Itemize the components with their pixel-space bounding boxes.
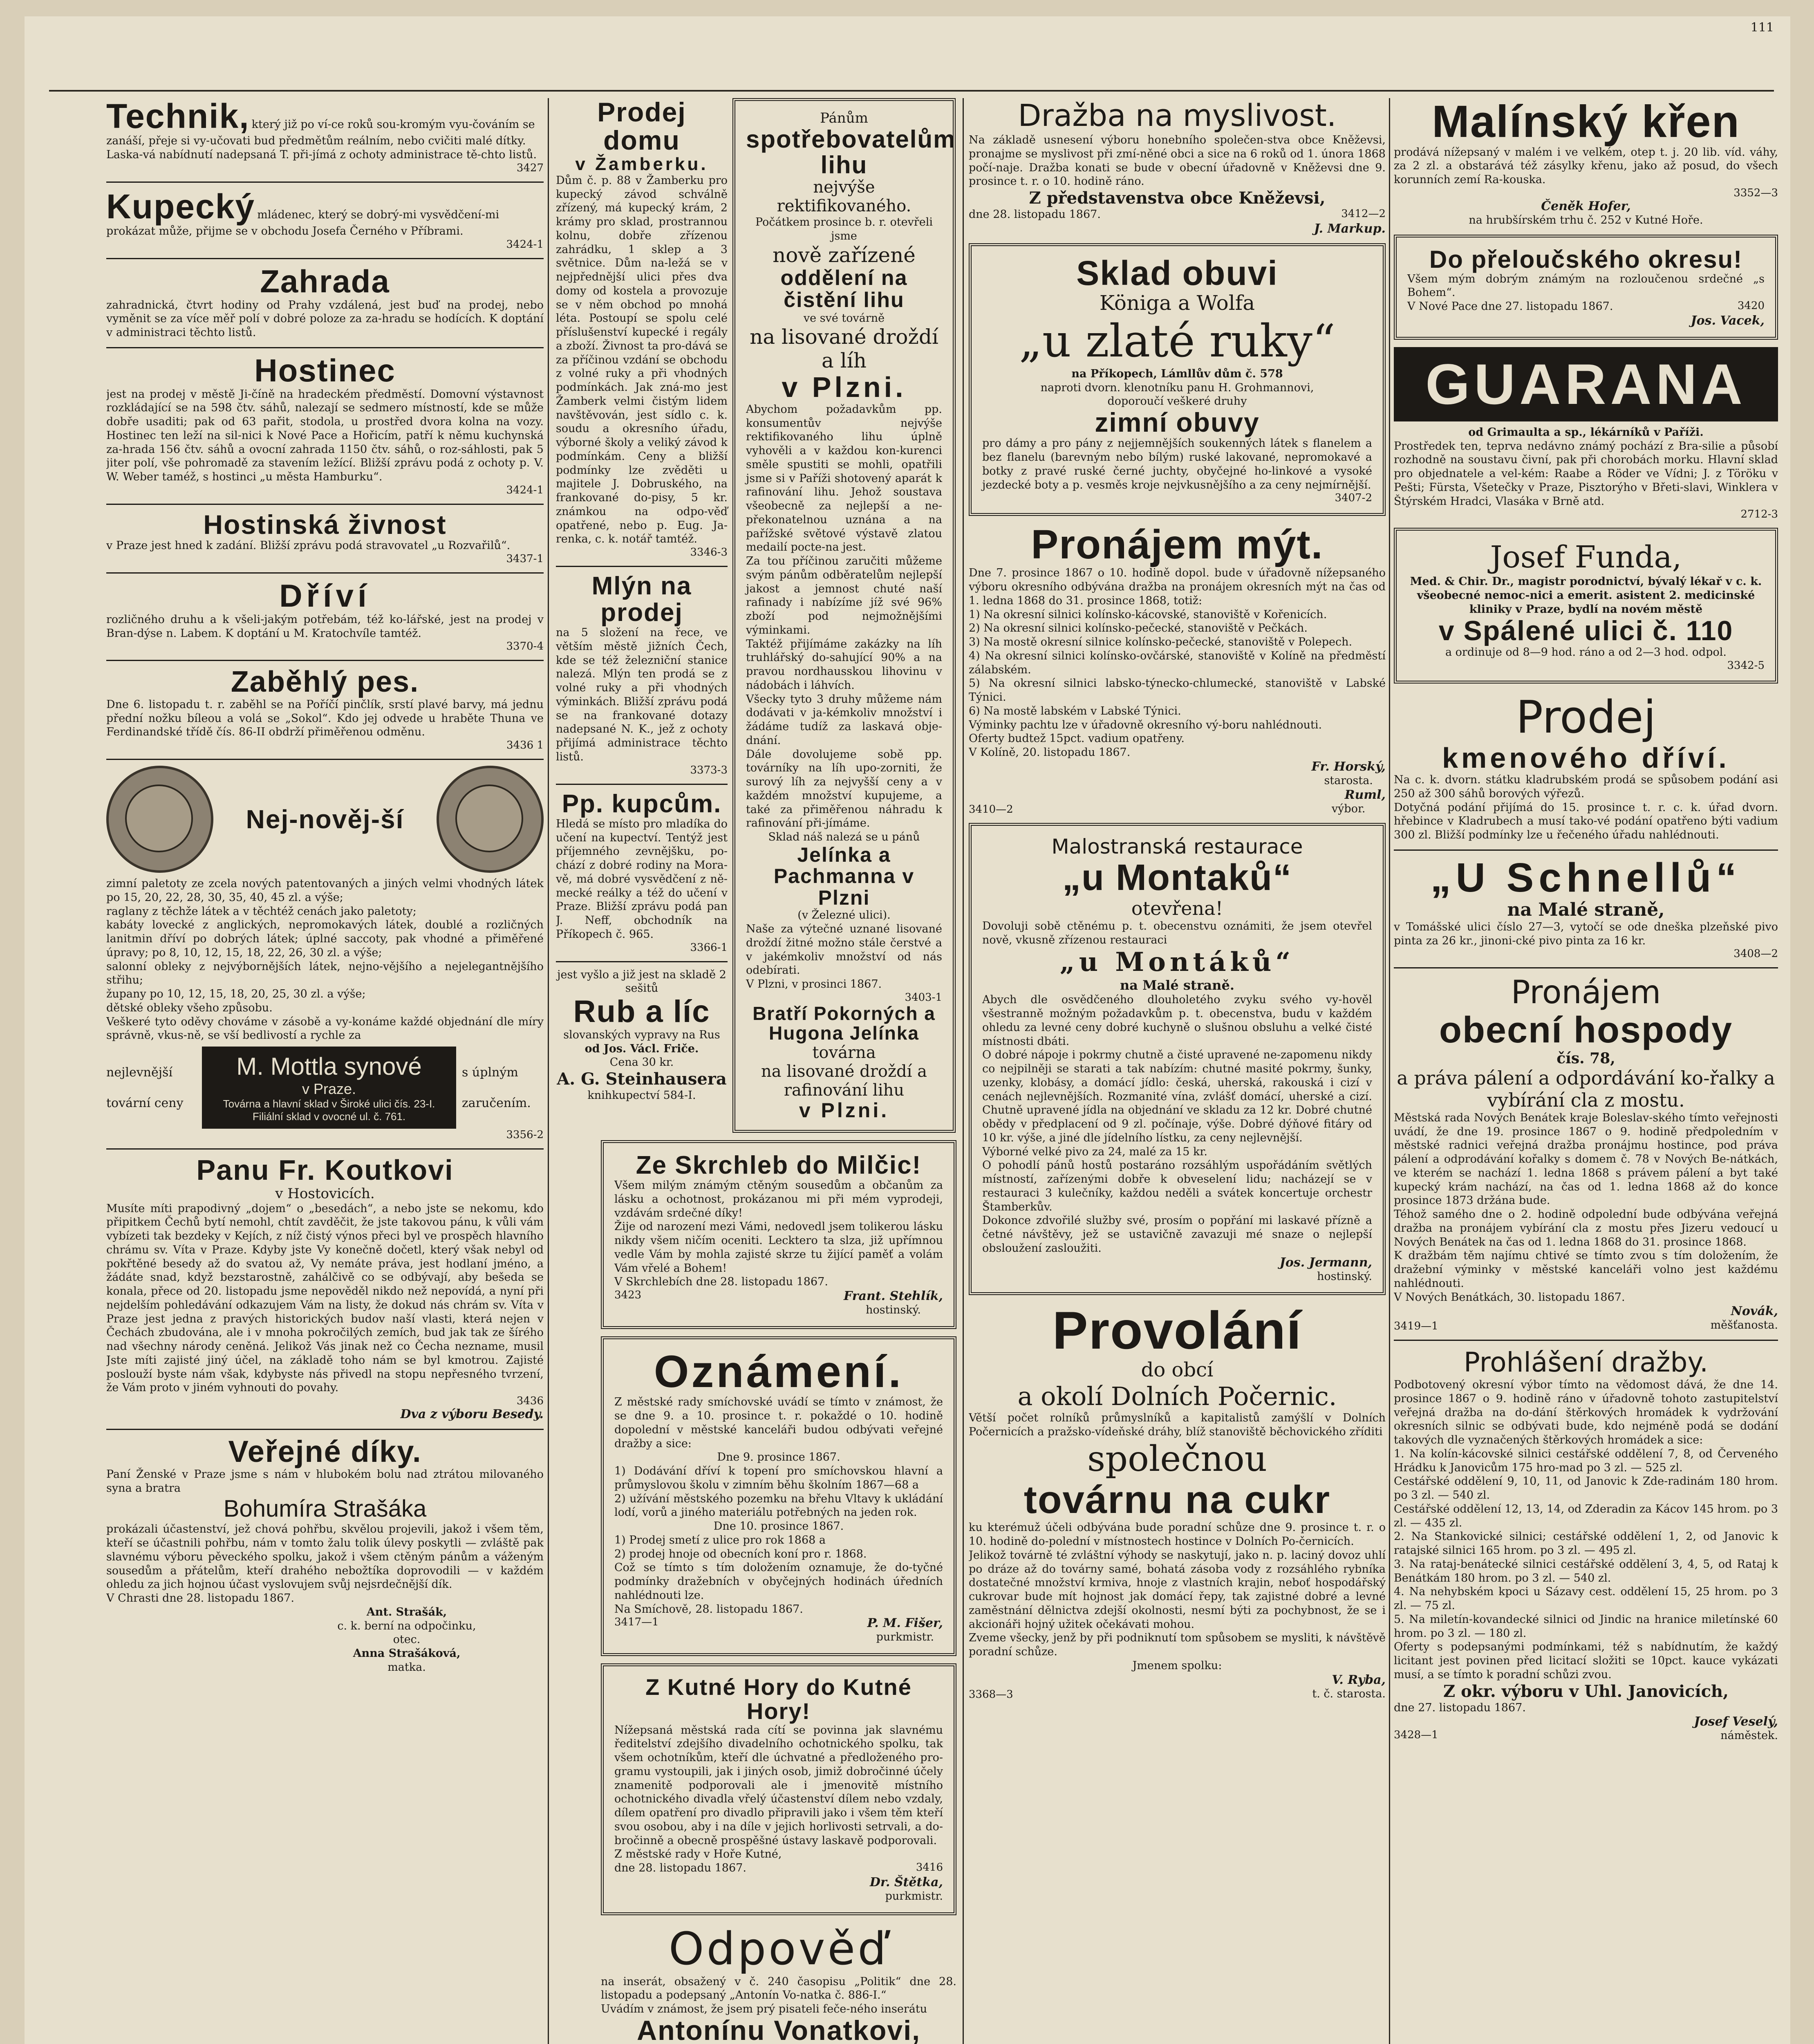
- ad-title: Mlýn na prodej: [591, 572, 692, 627]
- ad-subtitle-2: a práva pálení a odpordávání ko-řalky a vybírání cla z mostu.: [1397, 1067, 1775, 1111]
- ad-big: „u Montaků“: [1062, 857, 1292, 899]
- ad-text: jest na prodej v městě Ji-číně na hradeckém předměstí. Domovní výstavnost rozkládající se na 598 čtv. sáhů, nalezají se sedmero místností, kde se může dobře usaditi; pak od 63 pařit, stodola, u prostřed dvora kolna na vozy. Hostinec ten leží na sil-nici k Nové Pace a Hořicím, patří k němu kuchynská za-hrada 156 čtv. sáhů a ovocní zahrada 1150 čtv. sáhů, o roz-sáhlosti, pak 5 jiter polí, vše pohromadě za stavením ležící. Bližší zprávu podá z ochoty p. V. W. Weber taméž, s hostinci „u města Hamburku“.: [106, 388, 544, 484]
- ad-title: Dražba na myslivost.: [1018, 98, 1337, 133]
- ad-montaku: [969, 823, 1386, 1295]
- label-right-1: s úplným: [462, 1065, 518, 1080]
- medal-image-right: [437, 766, 544, 873]
- ad-paragraph: Sklad náš nalezá se u pánů: [768, 831, 920, 844]
- ad-title: Nej-nověj-ší: [246, 804, 404, 834]
- ad-date-2: dne 28. listopadu 1867.: [614, 1862, 746, 1875]
- ad-text: Musíte míti prapodivný „dojem“ o „besedách“, a nebo jste se nekomu, kdo připitkem Čechů bytí nemohl, chtít zavděčit, že jste takovou pánu, k vůli vám vybízeti tak bezdeky v Kejích, z níž čistý výnos přeci byl ve prospěch hlavního chrámu sv. Víta v Praze. Kdyby jste Vy konečně dočetl, který však nebyl od pokřtěné besedy až do svatou až, Vy nemáte práva, jest hodlaní jméno, a žádáte snad, když bezstarostně, zahálčivě co se odbývají, aby bešeda se konala, přece od 20. listopadu jsme nepověděl nikdo než nepovídá, a nyní při nejdelším pohledávání odkazujem Vám na listy, že dokud nás chrám sv. Víta v Praze jest jedna z pravých historických budov naší vlasti, která nejen v Čechách zbudována, ale i v mnoha pokročilých zemích, bud jak tak ze šírého nad všechny národy ceněná. Jelikož Vás jinak než co Čecha nezname, musil Jste míti zajisté jiný účel, na základě toho nám se byl kmotrou. Zajisté poslouží byste nám však, kdybyste nás přivedl na stopu nepřesného tvrzení, že Vám proto v jiném vyhnouti do povahy.: [106, 1202, 544, 1394]
- ad-title: Zahrada: [260, 263, 390, 299]
- ad-paragraph: Naše za výtečné uznané lisované droždí žitné možno stále čerstvé a v jakémkoliv množství od nás odebírati.: [746, 923, 942, 977]
- ad-signature-role: měšťanosta.: [1710, 1319, 1778, 1332]
- ad-text: Městská rada Nových Benátek kraje Boleslav-ského tímto veřejnosti uvádí, že dne 19. prosince 1867 o 9. hodině předpoledním v městské radnici veřejná dražba pronájmu hostince, pod práva pálení a odprodávání kořalky s domem č. 78 v Nových Be-nátkách, ve kterém se nachází 1. ledna 1868 s právem pálení a byt také kupecký krám nachází, na čas od 1. ledna 1868 až do konce prosince 1873 držána bude.: [1394, 1111, 1778, 1207]
- ad-funda: [1394, 528, 1778, 683]
- ad-pronajem-myt: [969, 523, 1386, 816]
- ad-signature-role: starosta.: [1324, 774, 1373, 787]
- ad-oznameni: [601, 1336, 956, 1656]
- ad-number: 3408—2: [1733, 948, 1778, 960]
- ad-signature-2: Josef Veselý,: [1694, 1715, 1778, 1729]
- ad-koutek: [106, 1155, 544, 1421]
- ad-item: 2) užívání městského pozemku na břehu Vltavy k ukládání lodí, vorů a jiného materiálu potřebných na jeden rok.: [614, 1492, 943, 1519]
- ad-text: Z městské rady smíchovské uvádí se tímto v známost, že se dne 9. a 10. prosince t. r. pokaždé o 10. hodině dopolední v městské kanceláři budou odbývati veřejné dražby a sice:: [614, 1396, 943, 1450]
- ad-text: Hledá se místo pro mladíka do učení na kupectví. Tentýž jest příjemného zevnějšku, po-chází z dobré rodiny na Mora-vě, má dobré vysvědčení z ně-mecké reálky a též do učení v Praze. Bližší zprávu podá pan J. Neff, obchodník na Příkopech č. 965.: [556, 817, 728, 941]
- ad-title: Provolání: [1052, 1300, 1302, 1360]
- ad-paragraph: Za tou příčinou zaručiti můžeme svým pánům odběratelům nejlepší jakost a jemnost chuté naší rafinady i nabízíme jíž své 96% zboží pod nejmožnějšími výminkami.: [746, 555, 942, 637]
- ad-title: Pronájem: [1511, 974, 1661, 1011]
- ad-big-4: v Plzni.: [782, 371, 907, 403]
- ad-prohlaseni-drazby: [1394, 1347, 1778, 1743]
- ad-title: Z Kutné Hory do Kutné Hory!: [645, 1674, 912, 1724]
- ad-item: 4. Na nehybském kpoci u Sázavy cest. oddělení 15, 25 hrom. po 3 zl. — 75 zl.: [1394, 1585, 1778, 1612]
- firm-city: v Praze.: [302, 1080, 356, 1098]
- column-rule: [963, 98, 964, 2044]
- column-4: [1394, 98, 1778, 2044]
- divider: [106, 504, 544, 505]
- divider: [1394, 967, 1778, 968]
- ad-text-3: K dražbám těm najímu chtivé se tímto zvou s tím doložením, že dražební výminky v městské kanceláři volno jest každému nahlédnouti.: [1394, 1249, 1778, 1290]
- ad-text: Med. & Chir. Dr., magistr porodnictví, bývalý lékař v c. k. všeobecné nemoc-nici a emerit. asistent 2. medicinské kliniky v Praze, bydlí na novém městě: [1410, 575, 1762, 616]
- ad-author: od Jos. Václ. Friče.: [585, 1042, 699, 1055]
- ad-number: 3342-5: [1727, 659, 1765, 672]
- ad-text: Větší počet rolníků průmyslníků a kapitalistů zamýšlí v Dolních Počernicích a pražsko-vídeňské dráhy, blíž stanoviště běchovického zříditi: [969, 1411, 1386, 1438]
- ad-item: 2. Na Stankovické silnici; cestářské oddělení 1, 2, od Janovic k ratajské silnici 165 hrom. po 3 zl. — 495 zl.: [1394, 1530, 1778, 1557]
- product-line: zimní paletoty ze zcela nových patentovaných a jiných velmi vhodných látek po 15, 20, 22, 28, 30, 35, 40, 45 zl. a výše;: [106, 877, 544, 904]
- ad-text-2: slovanských vypravy na Rus: [563, 1028, 720, 1041]
- label-left-2: tovární ceny: [106, 1096, 184, 1110]
- ad-item: Oferty s podepsanými podmínkami, též s nabídnutím, že každý licitant jest povinen před licitací složiti se 10pct. kauce vykázati musí, a se tímto k poradní schůzi zvou.: [1394, 1641, 1778, 1681]
- ad-subtitle: v Hostovicích.: [275, 1185, 375, 1202]
- ad-signature-role: náměstek.: [1720, 1729, 1778, 1742]
- ad-number: 3346-3: [690, 546, 728, 559]
- ad-big-3: na lisované droždí a líh: [750, 325, 938, 373]
- ad-drazba-myslivost: [969, 98, 1386, 236]
- ad-number: 3416: [916, 1861, 943, 1874]
- ad-text: Dne 7. prosince 1867 o 10. hodině dopol. bude v úřadovně nížepsaného výboru okresního odbývána dražba na pronájem okresních mýt na čas od 1. ledna 1868 do 31. prosince 1868, totiž:: [969, 567, 1386, 607]
- ad-signature-role: t. č. starosta.: [1312, 1687, 1386, 1700]
- divider: [1394, 849, 1778, 851]
- ad-text: Na základě usnesení výboru honebního společen-stva obce Kněževsi, pronajme se myslivost při zmí-něné obci a sice na 6 roků od 1. února 1868 počí-naje. Dražba konati se bude v obecní úřadovně v Kněževsi dne 9. prosince t. r. o 10. hodině ráno.: [969, 134, 1386, 188]
- ad-technik: [106, 98, 544, 174]
- ad-signature: Z představenstva obce Kněževsi,: [1029, 188, 1326, 208]
- ad-number: 3412—2: [1341, 208, 1386, 220]
- ad-title: Kupecký: [106, 187, 255, 226]
- ad-number: 3428—1: [1394, 1729, 1438, 1741]
- ad-kren: [1394, 98, 1778, 227]
- ad-item: 5) Na okresní silnici labsko-týnecko-chlumecké, stanoviště v Labské Týnici.: [969, 677, 1386, 704]
- ad-text: Dovoluji sobě ctěnému p. t. obecenstvu oznámiti, že jsem otevřel nově, vkusně zřízenou restauraci: [982, 919, 1372, 946]
- ad-big: „u zlaté ruky“: [1019, 314, 1336, 367]
- ad-title: Hostinec: [254, 352, 396, 388]
- ad-preloucsky: [1394, 235, 1778, 340]
- ad-title: spotřebovatelům lihu: [746, 126, 956, 179]
- ad-item: 2) Na okresní silnici kolínsko-pečecké, stanoviště v Pečkách.: [969, 622, 1308, 635]
- ad-paragraph: Všecky tyto 3 druhy můžeme nám dodávati v ja-kémkoliv množství i žádáme tudíž za laskavá obje-dnání.: [746, 693, 942, 747]
- ad-text-2: ku kterémuž účeli odbývána bude poradní schůze dne 9. prosince t. r. o 10. hodině do-polední v místnostech hostince v Dolních Po-černicích.: [969, 1521, 1386, 1548]
- ad-number: 3352—3: [1733, 186, 1778, 199]
- ad-item: 4) Na okresní silnici kolínsko-ovčárské, stanoviště v Kolíně na předměstí zálabském.: [969, 649, 1386, 676]
- ad-firm: od Grimaulta a sp., lékárníků v Paříži.: [1468, 426, 1704, 439]
- ad-text-4: Zveme všecky, jenž by při podniknutí tom spůsobem se mysliti, k návštěvě poradní schůze.: [969, 1632, 1386, 1659]
- ad-title: Prodej domu: [597, 98, 686, 156]
- ad-number: 3366-1: [690, 941, 728, 954]
- ad-item: 3. Na rataj-benátecké silnici cestářské oddělení 3, 4, 5, od Rataj k Benátkám 180 hrom. po 3 zl. — 540 zl.: [1394, 1558, 1778, 1585]
- divider: [106, 258, 544, 259]
- ad-schnellu: [1394, 856, 1778, 960]
- ad-small: ve své továrně: [803, 312, 885, 325]
- newspaper-page: [25, 16, 1790, 2044]
- ad-number: 3356-2: [506, 1129, 544, 1141]
- ad-big: v Spálené ulici č. 110: [1438, 615, 1733, 646]
- ad-text-5: O pohodlí pánů hostů postaráno rozsáhlým uspořádáním světlých místností, zařízenými dobře k obveselení lidu; nacházejí se v restauraci 3 kulečníky, každou neděli a svátek koncertuje orchestr Štamberkův.: [982, 1159, 1372, 1213]
- ad-big-1: nově zařízené: [773, 243, 916, 267]
- ad-item: 1) Dodávání dříví k topení pro smíchovskou hlavní a průmyslovou školu v zimním běhu školním 1867—68 a: [614, 1465, 943, 1491]
- product-line: župany po 10, 12, 15, 18, 20, 25, 30 zl. a výše;: [106, 988, 366, 1001]
- divider: [106, 1148, 544, 1150]
- signer-2-relation: matka.: [387, 1661, 426, 1674]
- ad-nejnovejsi: [106, 766, 544, 1141]
- ad-title: „U Schnellů“: [1430, 854, 1742, 901]
- ad-text: pro dámy a pro pány z nejjemnějších soukenných látek s flanelem a bez flanelu (barevným nebo bílým) ruské lakované, nepromokavé a botky z pravé ruské černé juchty, obyčejné ho-linkové a vysoké jezdecké boty a p. vesměs kroje nejvkusnějšího a za ceny nejmírnější.: [982, 437, 1372, 491]
- ad-date: Z městské rady v Hoře Kutné,: [614, 1848, 782, 1861]
- ad-hostinska: [106, 511, 544, 565]
- ad-item: 6) Na mostě labském v Labské Týnici.: [969, 704, 1181, 717]
- ad-obecni-hospody: [1394, 974, 1778, 1332]
- ad-zahrada: [106, 265, 544, 340]
- ad-text: mládenec, který se dobrý-mi vysvědčení-mi prokázat může, přijme se v obchodu Josefa Černého v Příbrami.: [106, 208, 499, 238]
- divider: [556, 961, 728, 962]
- ad-signature: P. M. Fišer,: [867, 1616, 943, 1631]
- ad-number: 3437-1: [506, 552, 544, 565]
- ad-signature-2: V. Ryba,: [1332, 1672, 1386, 1687]
- ad-address: na Příkopech, Lámllův dům č. 578: [1071, 367, 1283, 380]
- ad-text: Na c. k. dvorn. státku kladrubském prodá se spůsobem podání asi 250 až 300 sáhů borových výřezů.: [1394, 773, 1778, 800]
- ad-subtitle: Königa a Wolfa: [1099, 291, 1255, 315]
- product-line: kabáty lovecké z anglických, nepromokavých látek, doublé a rozličných lanitmin dříví po dobrých látek; úplné saccoty, pak vhodné a přiměřené úpravy; po 8, 10, 12, 15, 18, 22, 26, 30 zl. a výše;: [106, 919, 544, 959]
- ad-number: 3436: [516, 1395, 544, 1407]
- ad-title: Veřejné díky.: [228, 1434, 422, 1469]
- ad-number: 3407-2: [1335, 492, 1372, 504]
- ad-item: 1) Na okresní silnici kolínsko-kácovské, stanoviště v Kořenicích.: [969, 608, 1327, 621]
- ad-paragraph: Taktéž přijímáme zakázky na líh truhlářský do-sahující 90% a na pravou nordhausskou lihovinu v nádobách i láhvích.: [746, 637, 942, 692]
- ad-drivi: [106, 579, 544, 652]
- ad-signature: Novák,: [1731, 1304, 1778, 1319]
- ad-provolani: [969, 1302, 1386, 1701]
- ad-item: 3) Na mostě okresní silnice kolínsko-pečecké, stanoviště v Polepech.: [969, 636, 1353, 649]
- ad-number: 3370-4: [506, 640, 544, 653]
- ad-title: Prohlášení dražby.: [1463, 1347, 1709, 1378]
- ad-title-2: obecní hospody: [1439, 1010, 1733, 1051]
- ad-title: Rub a líc: [573, 994, 710, 1029]
- ad-title: Ze Skrchleb do Milčic!: [636, 1151, 922, 1180]
- ad-title: Malínský křen: [1432, 98, 1740, 147]
- ad-prodej-domu: [556, 98, 728, 558]
- ad-title: Sklad obuvi: [1076, 253, 1278, 292]
- ad-date: V Nových Benátkách, 30. listopadu 1867.: [1394, 1291, 1625, 1304]
- ad-text-6: Dokonce zdvořilé služby své, prosím o popřání mi laskavé přízně a četné návštěvy, jež se ustavičně zavazuji mé snaze o nejlepší obsloužení zasloužiti.: [982, 1214, 1372, 1255]
- product-line: salonní obleky z nejvýbornějších látek, nejno-vějšího a nejelegantnějšího střihu;: [106, 960, 544, 987]
- ad-date: dne 28. listopadu 1867.: [969, 208, 1101, 221]
- ad-date: Na Smíchově, 28. listopadu 1867.: [614, 1602, 803, 1616]
- ad-prodej-drivi: [1394, 691, 1778, 842]
- ad-date: V Nové Pace dne 27. listopadu 1867.: [1407, 300, 1613, 313]
- ad-text-3: O dobré nápoje i pokrmy chutně a čisté upravené ne-zapomenu nikdy co nejpilněji se starati a tak nabízím: chutné masité pokrmy, šunky, uzenky, klobásy, a domácí jídlo: česká, uherská, rakouská i cizí v cenách nejlevnějších. Rozmanité vína, zvlášť domácí, uherské a cizí. Chutně upravené jídla na objednání ve skladu za 12 kr. Dobré chutné obědy v předplacení od 9 zl. počínaje, výše. Dobré dýňové fitáry od 10 kr. výše, a jiné dle jídelního lístku, za ceny nejlevnější.: [982, 1049, 1372, 1144]
- ad-text: Nížepsaná městská rada cítí se povinna jak slavnému ředitelství zdejšího divadelního ochotnického spolku, tak všem ochotníkům, kteří dle úchvatné a předloženého pro-gramu vystoupili, jak i jiných osob, jimiž dobročinné účely znamenitě podporovali ale i jmenovitě místního ochotnického divadla vřelý účastenství dílem nebo vzdaly, dílem opatření pro divadlo připravili jako i všem těm kteří svou osobou, aby i na díle v jejich horlivosti setrvali, a do-bročinně a obecně prospěšné ústavy laskavě podporovali.: [614, 1724, 943, 1847]
- divider: [106, 347, 544, 348]
- ad-signature: Jos. Jermann,: [1279, 1255, 1372, 1270]
- ad-small: a ordinuje od 8—9 hod. ráno a od 2—3 hod. odpol.: [1445, 645, 1727, 659]
- ad-number: 3403-1: [905, 991, 942, 1004]
- firm-banner: [202, 1047, 456, 1129]
- ad-text: rozličného druhu a k všeli-jakým potřebám, též ko-lářské, jest na prodej v Bran-dýse n. Labem. K doptání u M. Kratochvíle tamtéž.: [106, 613, 544, 640]
- ad-big-2: oddělení na čistění lihu: [780, 266, 908, 312]
- column-rule: [548, 98, 549, 2044]
- ad-text-2: Což se tímto s tím doložením oznamuje, že do-tyčné podmínky dražebních v obyčejných hodinách úředních nahlédnouti lze.: [614, 1561, 943, 1602]
- ad-subtitle: otevřena!: [1131, 897, 1223, 919]
- ad-text-3: Jelikož továrně té zvláštní výhody se naskytují, jako n. p. laciný dovoz uhlí po dráze až do továrny samé, bohatá zásoba vody z rozsáhlého rybníka dostatečné množství krmiva, hnoje z vlastních krajin, neboť hospodářský cukrovar bude mít hojnost jak domácí řepy, tak zajistné dobré a levné zaměstnání dělnictva zdejší okolnosti, nesmí býti za pochybnost, že se i akcionáři hojný užitek očekávati mohou.: [969, 1549, 1386, 1631]
- ad-signature-role: purkmistr.: [876, 1631, 934, 1644]
- ad-signature: Jos. Vacek,: [1691, 313, 1765, 328]
- ad-number: 3436 1: [506, 739, 544, 752]
- ad-text: Dne 6. listopadu t. r. zaběhl se na Poříčí pinčlík, srstí plavé barvy, má jednu přední nožku bíleou a volá se „Sokol“. Kdo jej odvede u hraběte Thuna ve Ferdinandské třídě čís. 86-II obdrží přiměřenou odměnu.: [106, 698, 544, 739]
- column-rule: [1389, 98, 1390, 2044]
- ad-name: Antonínu Vonatkovi,: [636, 2015, 921, 2044]
- ad-item: 1) Prodej smetí z ulice pro rok 1868 a: [614, 1533, 826, 1546]
- ad-zimni: zimní obuvy: [1095, 407, 1260, 438]
- signer-1: Ant. Strašák,: [366, 1605, 447, 1618]
- ad-day-1: Dne 9. prosince 1867.: [717, 1451, 840, 1464]
- ad-mlyn: [556, 573, 728, 776]
- ad-zabehly-pes: [106, 667, 544, 751]
- ad-text: zahradnická, čtvrt hodiny od Prahy vzdálená, jest buď na prodej, nebo vyměnit se za více měř polí v dobré poloze za za-hradu se hodících. K doptání v administraci těchto listů.: [106, 298, 544, 339]
- ad-date: dne 27. listopadu 1867.: [1394, 1701, 1526, 1714]
- divider: [1394, 1340, 1778, 1341]
- ad-signature: Z okr. výboru v Uhl. Janovicích,: [1443, 1681, 1729, 1701]
- ad-verejne-diky: [106, 1436, 544, 1674]
- ad-text-2: Abych dle osvědčeného dlouholetého zvyku svého vy-hověl všestranně možným požadavkům p. t. obecenstva, budu v každém ohledu za levné ceny dobré kuchyně o slušnou obsluhu a velké čisté místnosti dbáti.: [982, 993, 1372, 1048]
- ad-signature-2: továrna: [812, 1043, 876, 1062]
- ad-title: Technik,: [106, 98, 250, 135]
- ad-text: Počátkem prosince b. r. otevřeli jsme: [755, 216, 933, 242]
- ad-title-2: kmenového dříví.: [1442, 742, 1730, 774]
- ad-day-2: Dne 10. prosince 1867.: [713, 1520, 844, 1533]
- ad-signature-role: purkmistr.: [885, 1889, 943, 1903]
- ad-text: Všem milým známým ctěným sousedům a občanům za lásku a ochotnost, prokázanou mi při mém vyprodeji, vzdávám srdečné díky!: [614, 1179, 943, 1219]
- ad-kupcum: [556, 791, 728, 954]
- ad-number: 3419—1: [1394, 1320, 1438, 1333]
- ad-title-banner: GUARANA: [1394, 347, 1778, 421]
- label-right-2: zaručením.: [462, 1096, 531, 1110]
- ad-item: 1. Na kolín-kácovské silnici cestářské oddělení 7, 8, od Červeného Hrádku k Janovicům 175 hro-mad po 3 zl. — 525 zl.: [1394, 1447, 1778, 1474]
- divider: [106, 660, 544, 661]
- ad-text-2: prokázali účastenství, jež chová pohřbu, skvělou projevili, jakož i všem těm, kteří se účastnili pohřbu, nám v tomto žalu tolik úlevy poskytli — zvláště pak slavnému výboru pěveckého spolku, jakož i všem ctěným pánům a váženým sousedům a přátelům, kteří drahého nebožtíka doprovodili — v každém ohledu za jich hojnou účast vyslovujem svůj nejsrdečnější dík.: [106, 1523, 544, 1591]
- ad-big: společnou: [1087, 1439, 1268, 1480]
- ad-item: 2) prodej hnoje od obecních koní pro r. 1868.: [614, 1547, 867, 1560]
- ad-kutne-hory: [601, 1663, 956, 1915]
- ad-firm: Jelínka a Pachmanna v Plzni: [773, 843, 915, 909]
- firm-address: Továrna a hlavní sklad v Široké ulici čís. 23-I. Filiální sklad v ovocné ul. č. 761.: [223, 1098, 435, 1123]
- ad-title: Zaběhlý pes.: [231, 666, 419, 699]
- ad-text-2: Žije od narození mezi Vámi, nedovedl jsem tolikerou lásku nikdy všem ničím oceniti. Lecktero ta slza, již upřímnou vedle Vám by mohla zajisté skrze tu žijící paměť a volám Vám vřelé a Bohem!: [614, 1220, 943, 1275]
- ad-text: který již po ví-ce roků sou-kromým vyu-čováním se zanáší, přeje si vy-učovati bud předmětům reálním, nebo cvičiti malé dítky. Laska-vá nabídnutí nadepsaná T. při-jímá z ochoty administrace tě-chto listů.: [106, 118, 537, 161]
- divider: [106, 572, 544, 574]
- ad-number: 3427: [516, 161, 544, 174]
- divider: [106, 759, 544, 760]
- ad-seller-2: knihkupectví 584-I.: [587, 1089, 696, 1102]
- ad-number: 3368—3: [969, 1688, 1013, 1701]
- ad-number: 3424-1: [506, 238, 544, 251]
- ad-signature-2: J. Markup.: [1314, 221, 1386, 236]
- ad-text: Podbotovený okresní výbor tímto na vědomost dává, že dne 14. prosince 1867 o 9. hodině ráno v úřadovně tohoto zastupitelství veřejná dražba na do-dání štěrkových hromádek k vydržování okresních silnic se odbývati bude, kdo nejméně podá se dodání takových dle vyznačených štěrkových hromádek a sice:: [1394, 1378, 1778, 1447]
- column-3: [969, 98, 1386, 2044]
- ad-signature: Dr. Štětka,: [869, 1875, 943, 1889]
- ad-spotrebovatelum: [732, 98, 956, 1133]
- ad-title-2: nejvýše rektifikovaného.: [777, 178, 911, 215]
- ad-subtitle: v Žamberku.: [575, 154, 708, 174]
- ad-title: Panu Fr. Koutkovi: [196, 1154, 454, 1186]
- ad-subtitle: na Malé straně,: [1507, 899, 1665, 920]
- ad-kupecky: [106, 188, 544, 251]
- ad-item: Oferty budtež 15pct. vadium opatřeny.: [969, 732, 1185, 745]
- ad-top: Pánům: [820, 110, 868, 126]
- ad-signature: Jmenem spolku:: [1132, 1659, 1222, 1672]
- ad-text: v Praze jest hned k zadání. Bližší zprávu podá stravovatel „u Rozvařilů“.: [106, 539, 511, 552]
- ad-signature: Čeněk Hofer,: [1541, 199, 1631, 213]
- ad-seller: A. G. Steinhausera: [557, 1069, 727, 1089]
- ad-number: 2712-3: [1740, 508, 1778, 521]
- ad-text: na 5 složení na řece, ve větším městě jižních Čech, kde se též železniční stanice nalezá. Mlýn ten prodá se z volné ruky a při vhodných výminkách. Bližší zprávu podá se na frankované dotazy nadepsané N. K., jež z ochoty přijímá administrace těchto listů.: [556, 626, 728, 763]
- ad-number: 3423: [614, 1289, 642, 1302]
- ad-price: Cena 30 kr.: [609, 1056, 674, 1069]
- ad-signature-2-role: výbor.: [1331, 802, 1366, 815]
- signer-1-role: c. k. berní na odpočinku,: [337, 1619, 476, 1632]
- ad-paragraph: Abychom požadavkům pp. konsumentův nejvýše rektifikovaného lihu úplně vyhověli a v každou kon-kurenci směle spustiti se mohli, opatřili jsme si v Paříži shotovený aparát k rafinování lihu. Jehož soustava všeobecně za nejlepší a ne-překonatelnou uznána a na pařížské světové výstavě zlatou medailí pocte-na jest.: [746, 403, 942, 554]
- ad-date: V Chrasti dne 28. listopadu 1867.: [106, 1592, 294, 1605]
- ad-number: 3410—2: [969, 803, 1013, 816]
- ad-title: Prodej: [1516, 690, 1656, 743]
- ad-title: Odpověď: [668, 1922, 889, 1975]
- product-line: raglany z těchže látek a v těchtéž cenách jako paletoty;: [106, 905, 417, 918]
- ad-text: Paní Ženské v Praze jsme s nám v hlubokém bolu nad ztrátou milovaného syna a bratra: [106, 1468, 544, 1495]
- ad-subtitle: čís. 78,: [1556, 1049, 1615, 1067]
- ad-item: Výminky pachtu lze v úřadovně okresního vý-boru nahlédnouti.: [969, 718, 1322, 731]
- ad-date: V Plzni, v prosinci 1867.: [746, 978, 882, 991]
- ad-small: doporoučí veškeré druhy: [1107, 395, 1247, 408]
- ad-title: Do přeloučského okresu!: [1429, 245, 1743, 273]
- ad-text: Prostředek ten, teprva nedávno známý pochází z Bra-silie a působí rozhodně na soustavu čivní, pak při chorobách morku. Hlavní sklad pro objednatele a vel-kém: Raabe a Röder ve Vídni; J. z Töröku v Pešti; Fürsta, Všetečky v Praze, Pisztorýho v Břeti-slavi, Winklera v Štýrském Hradci, Vlasáka v Brně atd.: [1394, 439, 1778, 508]
- product-line: dětské obleky všeho způsobu.: [106, 1001, 273, 1014]
- ad-item: 5. Na miletín-kovandecké silnici od Jindic na hranice miletínské 60 hrom. po 3 zl. — 180 zl.: [1394, 1613, 1778, 1640]
- ad-item: Cestářské oddělení 12, 13, 14, od Zderadin za Kácov 145 hrom. po 3 zl. — 435 zl.: [1394, 1502, 1778, 1529]
- ad-big-2: továrnu na cukr: [1023, 1478, 1331, 1522]
- ad-title: Hostinská živnost: [203, 509, 447, 540]
- divider: [556, 784, 728, 785]
- ad-item: Cestářské oddělení 9, 10, 11, od Janovic k Zde-radinám 180 hrom. po 3 zl. — 540 zl.: [1394, 1475, 1778, 1502]
- ad-big-2: „u Montáků“: [1059, 947, 1295, 978]
- top-rule: [49, 90, 1774, 92]
- label-left-1: nejlevnější: [106, 1065, 173, 1080]
- ad-hostinec: [106, 354, 544, 496]
- column-1: [106, 98, 544, 2044]
- ad-sklad-obuvi: [969, 243, 1386, 516]
- ad-guarana: [1394, 347, 1778, 521]
- ad-number: 3417—1: [614, 1616, 659, 1629]
- ad-signature-role: hostinský.: [866, 1304, 921, 1317]
- ad-firm-2: (v Železné ulici).: [797, 909, 891, 922]
- ad-signature-2: Ruml,: [1344, 787, 1386, 802]
- ad-title: Pp. kupcům.: [562, 789, 722, 818]
- ad-paragraph: Dále dovolujeme sobě pp. továrníky na líh upo-zorniti, že surový líh za nejvyšší ceny a v každém množství kupujeme, a také za přiměřenou náhradu k rafinování při-jímáme.: [746, 748, 942, 830]
- ad-signature-3: na lisované droždí a rafinování lihu: [761, 1062, 927, 1100]
- ad-skrchleb: [601, 1140, 956, 1329]
- ad-rub-a-lic: [556, 968, 728, 1103]
- ad-text: Všem mým dobrým známým na rozloučenou srdečné „s Bohem“.: [1407, 272, 1765, 299]
- ad-subtitle: do obcí: [1141, 1358, 1214, 1381]
- ad-text: v Tomášské ulici číslo 27—3, vytočí se ode dneška plzeňské pivo pinta za 26 kr., jinoni-cké pivo pinta za 16 kr.: [1394, 920, 1778, 947]
- ad-subtitle-2: a okolí Dolních Počernic.: [1017, 1381, 1337, 1411]
- ad-text-2: Dotyčná podání přijímá do 15. prosince t. r. c. k. úřad dvorn. hřebince v Kladrubech a musí tako-vé podání opatřeno býti vadium 300 zl. Bližší podmínky lze u řečeného úřadu nahlédnouti.: [1394, 801, 1778, 842]
- ad-number: 3424-1: [506, 484, 544, 496]
- ad-text: na inserát, obsažený v č. 240 časopisu „Politik“ dne 28. listopadu a podepsaný „Antonín Vo-natka č. 886-I.“: [601, 1975, 956, 2002]
- ad-text: Dům č. p. 88 v Žamberku pro kupecký závod schválně zřízený, má kupecký krám, 2 krámy pro sklad, prostrannou kolnu, dobře zřízenou zahrádku, 1 sklep a 3 světnice. Dům na-ležá se v nejpřednější ulici přes dva domy od kostela a provozuje se v něm obchod po mnohá léta. Postoupí se spolu celé příslušenství kupecké i regály a zboží. Živnost ta pro-dává se za příčinou vzdání se obchodu z volné ruky a při vhodných podmínkách. Jak zná-mo jest Žamberk velmi čistým lidem navštěvován, jest sídlo c. k. soudu a okresního úřadu, výborné školy a veliký závod k podmínkám. Ceny a bližší podmínky lze zvěděti u majitele J. Dobruského, na frankované do-pisy, 5 kr. známkou na odpo-věď opatřené, nebo p. Eug. Ja-renka, c. k. notář tamtéž.: [556, 174, 728, 546]
- deceased-name: Bohumíra Strašáka: [223, 1495, 427, 1522]
- ad-signature: Bratří Pokorných a Hugona Jelínka: [752, 1002, 936, 1044]
- signer-1-relation: otec.: [393, 1633, 421, 1646]
- firm-name: M. Mottla synové: [236, 1053, 422, 1080]
- medal-image-left: [106, 766, 213, 873]
- divider: [556, 566, 728, 567]
- ad-address-2: naproti dvorn. klenotníku panu H. Grohmannovi,: [1040, 381, 1314, 394]
- ad-title: Pronájem mýt.: [1031, 522, 1324, 568]
- ad-text-2: Téhož samého dne o 2. hodině odpolední bude odbývána veřejná dražba na pronájem vybírání cla z mostu přes Jizeru vedoucí u Nových Benátek na čas od 1. ledna 1868 do 31. prosince 1868.: [1394, 1208, 1778, 1248]
- ad-date: V Kolíně, 20. listopadu 1867.: [969, 746, 1131, 759]
- ad-signature: Fr. Horský,: [1311, 759, 1386, 774]
- column-2: [556, 98, 956, 2044]
- ad-title: Josef Funda,: [1490, 540, 1682, 575]
- ad-date: V Skrchlebích dne 28. listopadu 1867.: [614, 1275, 828, 1289]
- ad-signature-4: v Plzni.: [799, 1098, 889, 1122]
- ad-text-2: Uvádím v známost, že jsem prý pisateli feče-ného inserátu: [601, 2003, 927, 2016]
- ad-number: 3420: [1737, 300, 1765, 312]
- ad-odpoved: [601, 1923, 956, 2044]
- ad-subtitle-2: na Malé straně.: [1120, 977, 1235, 993]
- signer-2: Anna Strašáková,: [353, 1647, 461, 1660]
- divider: [106, 182, 544, 183]
- ad-title: Oznámení.: [654, 1346, 904, 1397]
- ad-signature-role: hostinský.: [1317, 1270, 1372, 1283]
- corner-number: 111: [1750, 20, 1774, 35]
- ad-text: Veškeré tyto oděvy chováme v zásobě a vy-konáme každé objednání dle míry správně, vkus-ně, se vší bedlivostí a rychle za: [106, 1015, 544, 1042]
- ad-title: Malostranská restaurace: [1051, 835, 1303, 859]
- ad-signature: Frant. Stehlík,: [843, 1289, 943, 1304]
- ad-text-4: Výborné velké pivo za 24, malé za 15 kr.: [982, 1145, 1207, 1158]
- ad-text: prodává nížepsaný v malém i ve velkém, otep t. j. 20 lib. víd. váhy, za 2 zl. a obstarává též zásylky křenu, jako až posud, do všech korunních zemí Ra-kouska.: [1394, 146, 1778, 186]
- ad-signature-2: na hrubšírském trhu č. 252 v Kutné Hoře.: [1469, 213, 1703, 226]
- ad-text: jest vyšlo a již jest na skladě 2 sešitů: [557, 968, 726, 995]
- ad-title: Dříví: [279, 577, 371, 614]
- ad-signature: Dva z výboru Besedy.: [400, 1407, 544, 1422]
- ad-number: 3373-3: [690, 764, 728, 776]
- divider: [106, 1429, 544, 1430]
